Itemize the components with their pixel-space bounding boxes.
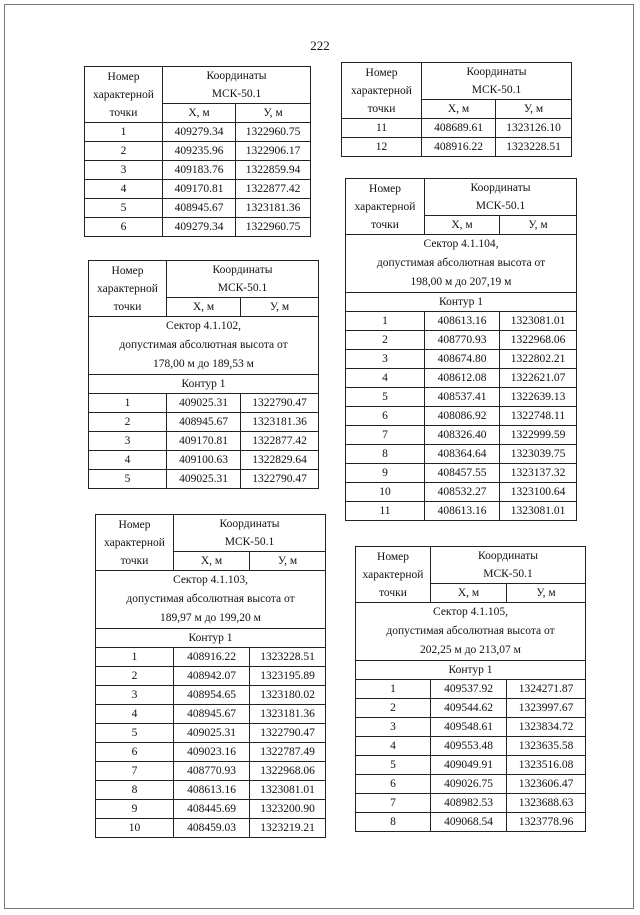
point-number-header (96, 515, 174, 571)
point-number: 2 (96, 667, 174, 686)
point-number: 11 (346, 502, 425, 521)
point-number-header (342, 63, 422, 119)
x-coordinate: 409544.62 (431, 699, 507, 718)
table-row (356, 813, 586, 832)
point-number: 5 (96, 724, 174, 743)
y-coordinate: 1322748.11 (500, 407, 577, 426)
y-column-header: У, м (496, 100, 572, 119)
point-number-header-line: Номер (365, 66, 398, 79)
point-number: 10 (346, 483, 425, 502)
x-coordinate: 409023.16 (174, 743, 250, 762)
y-coordinate: 1323635.58 (507, 737, 586, 756)
header-row (89, 261, 319, 298)
x-coordinate: 408982.53 (431, 794, 507, 813)
table-row (85, 199, 311, 218)
coords-table-2 (341, 62, 572, 157)
y-coordinate: 1322639.13 (500, 388, 577, 407)
point-number: 4 (89, 451, 167, 470)
contour-label: Контур 1 (346, 293, 577, 312)
point-number-header-line: характерной (351, 84, 412, 97)
table-row (346, 426, 577, 445)
table-row (346, 388, 577, 407)
y-coordinate: 1323516.08 (507, 756, 586, 775)
point-number: 3 (346, 350, 425, 369)
table-row (89, 451, 319, 470)
table-row (356, 794, 586, 813)
point-number-header-line: точки (109, 106, 138, 119)
x-coordinate: 409279.34 (163, 218, 236, 237)
point-number: 6 (356, 775, 431, 794)
table-row (85, 123, 311, 142)
contour-label: Контур 1 (89, 375, 319, 394)
table-row (89, 413, 319, 432)
sector-description-line: 189,97 м до 199,20 м (160, 612, 261, 624)
table-row (89, 432, 319, 451)
y-coordinate: 1322802.21 (500, 350, 577, 369)
y-coordinate: 1323228.51 (496, 138, 572, 157)
x-coordinate: 408612.08 (425, 369, 500, 388)
x-column-header: Х, м (167, 298, 241, 317)
point-number-header-line: Номер (369, 182, 401, 195)
table-row (356, 718, 586, 737)
table-row (346, 445, 577, 464)
y-coordinate: 1322829.64 (241, 451, 319, 470)
point-number: 6 (346, 407, 425, 426)
sector-description-line: 202,25 м до 213,07 м (420, 644, 521, 656)
y-coordinate: 1323195.89 (250, 667, 326, 686)
y-coordinate: 1323081.01 (500, 502, 577, 521)
table-row (346, 331, 577, 350)
y-coordinate: 1323081.01 (250, 781, 326, 800)
header-row (342, 63, 572, 100)
x-coordinate: 408537.41 (425, 388, 500, 407)
y-coordinate: 1322877.42 (236, 180, 311, 199)
table-row (356, 775, 586, 794)
coords-table-sector-104 (345, 178, 577, 521)
y-coordinate: 1322968.06 (500, 331, 577, 350)
coordinates-header-line: Координаты (466, 66, 527, 78)
coordinates-header-line: МСК-50.1 (224, 536, 275, 548)
coordinates-header-line: МСК-50.1 (217, 282, 268, 294)
point-number: 5 (85, 199, 163, 218)
x-column-header: Х, м (431, 584, 507, 603)
y-coordinate: 1322790.47 (241, 394, 319, 413)
x-coordinate: 409548.61 (431, 718, 507, 737)
y-column-header: У, м (236, 104, 311, 123)
x-coordinate: 408945.67 (167, 413, 241, 432)
point-number-header-line: точки (120, 554, 149, 567)
x-coordinate: 409170.81 (167, 432, 241, 451)
coordinates-header-line: МСК-50.1 (475, 200, 526, 212)
table-row (346, 369, 577, 388)
coords-table-sector-103 (95, 514, 326, 838)
point-number: 3 (85, 161, 163, 180)
point-number: 10 (96, 819, 174, 838)
point-number: 1 (89, 394, 167, 413)
sector-description-line: допустимая абсолютная высота от (376, 257, 546, 269)
coordinates-header (431, 547, 586, 584)
x-coordinate: 408916.22 (422, 138, 496, 157)
sector-row (89, 317, 319, 375)
point-number: 4 (96, 705, 174, 724)
sector-description-line: допустимая абсолютная высота от (126, 593, 295, 605)
x-coordinate: 408364.64 (425, 445, 500, 464)
table-row (346, 407, 577, 426)
x-column-header: Х, м (425, 216, 500, 235)
point-number: 7 (356, 794, 431, 813)
coordinates-header (163, 67, 311, 104)
coordinates-header (167, 261, 319, 298)
y-coordinate: 1322877.42 (241, 432, 319, 451)
x-coordinate: 408945.67 (174, 705, 250, 724)
x-coordinate: 409049.91 (431, 756, 507, 775)
y-coordinate: 1323181.36 (236, 199, 311, 218)
point-number-header-line: Номер (111, 264, 144, 277)
table-row (85, 142, 311, 161)
y-coordinate: 1322999.59 (500, 426, 577, 445)
x-coordinate: 408613.16 (425, 312, 500, 331)
sector-description (96, 571, 326, 629)
sector-row (356, 603, 586, 661)
table-row (96, 724, 326, 743)
y-coordinate: 1322968.06 (250, 762, 326, 781)
table-row (89, 470, 319, 489)
point-number: 5 (89, 470, 167, 489)
y-coordinate: 1323997.67 (507, 699, 586, 718)
y-column-header: У, м (241, 298, 319, 317)
point-number: 8 (356, 813, 431, 832)
point-number: 1 (356, 680, 431, 699)
sector-description (89, 317, 319, 375)
point-number: 5 (346, 388, 425, 407)
point-number: 11 (342, 119, 422, 138)
table-row (96, 705, 326, 724)
point-number: 12 (342, 138, 422, 157)
y-coordinate: 1323180.02 (250, 686, 326, 705)
sector-description (346, 235, 577, 293)
y-coordinate: 1322787.49 (250, 743, 326, 762)
x-coordinate: 409026.75 (431, 775, 507, 794)
y-coordinate: 1323137.32 (500, 464, 577, 483)
coordinates-header (174, 515, 326, 552)
coordinates-header-line: Координаты (478, 550, 538, 562)
point-number: 2 (346, 331, 425, 350)
coordinates-header-line: Координаты (219, 518, 280, 530)
table-row (85, 180, 311, 199)
x-coordinate: 408945.67 (163, 199, 236, 218)
x-coordinate: 409183.76 (163, 161, 236, 180)
point-number-header-line: точки (113, 300, 142, 313)
coordinates-header (425, 179, 577, 216)
x-coordinate: 409235.96 (163, 142, 236, 161)
point-number: 7 (346, 426, 425, 445)
sector-description-line: Сектор 4.1.103, (173, 574, 248, 586)
sector-description-line: Сектор 4.1.105, (433, 606, 508, 618)
point-number: 2 (89, 413, 167, 432)
coordinates-header (422, 63, 572, 100)
x-coordinate: 408689.61 (422, 119, 496, 138)
point-number: 4 (346, 369, 425, 388)
table-row (89, 394, 319, 413)
y-coordinate: 1323081.01 (500, 312, 577, 331)
point-number-header-line: Номер (377, 550, 409, 563)
coordinates-header-line: Координаты (470, 182, 531, 194)
sector-description-line: 178,00 м до 189,53 м (153, 358, 254, 370)
coords-table-sector-102 (88, 260, 319, 489)
x-coordinate: 409279.34 (163, 123, 236, 142)
coords-table-sector-105 (355, 546, 586, 832)
y-coordinate: 1323688.63 (507, 794, 586, 813)
y-coordinate: 1322790.47 (250, 724, 326, 743)
point-number: 4 (356, 737, 431, 756)
point-number: 9 (346, 464, 425, 483)
point-number: 5 (356, 756, 431, 775)
table-row (96, 762, 326, 781)
y-coordinate: 1323126.10 (496, 119, 572, 138)
table-row (356, 699, 586, 718)
x-coordinate: 408770.93 (174, 762, 250, 781)
x-coordinate: 408916.22 (174, 648, 250, 667)
point-number-header (356, 547, 431, 603)
y-coordinate: 1323834.72 (507, 718, 586, 737)
y-coordinate: 1323200.90 (250, 800, 326, 819)
table-row (85, 161, 311, 180)
point-number-header (85, 67, 163, 123)
point-number-header-line: точки (367, 102, 396, 115)
y-coordinate: 1324271.87 (507, 680, 586, 699)
table-row (346, 483, 577, 502)
table-row (356, 756, 586, 775)
x-coordinate: 409100.63 (167, 451, 241, 470)
table-row (96, 648, 326, 667)
table-row (85, 218, 311, 237)
contour-row (356, 661, 586, 680)
table-row (96, 819, 326, 838)
page-number: 222 (310, 38, 330, 53)
point-number: 3 (96, 686, 174, 705)
point-number: 2 (356, 699, 431, 718)
x-coordinate: 408942.07 (174, 667, 250, 686)
table-row (96, 686, 326, 705)
coordinates-header-line: МСК-50.1 (483, 568, 533, 580)
contour-row (96, 629, 326, 648)
x-coordinate: 408326.40 (425, 426, 500, 445)
header-row (356, 547, 586, 584)
x-coordinate: 409553.48 (431, 737, 507, 756)
point-number: 1 (85, 123, 163, 142)
point-number-header-line: характерной (104, 536, 165, 549)
coords-table-1 (84, 66, 311, 237)
contour-label: Контур 1 (96, 629, 326, 648)
y-coordinate: 1323181.36 (250, 705, 326, 724)
point-number-header-line: точки (379, 586, 407, 599)
table-row (96, 743, 326, 762)
x-column-header: Х, м (174, 552, 250, 571)
coordinates-header-line: Координаты (206, 70, 267, 82)
x-coordinate: 408613.16 (425, 502, 500, 521)
point-number-header-line: характерной (362, 568, 424, 581)
x-coordinate: 408459.03 (174, 819, 250, 838)
y-coordinate: 1322960.75 (236, 218, 311, 237)
point-number-header-line: характерной (93, 88, 154, 101)
table-row (346, 350, 577, 369)
point-number-header-line: характерной (354, 200, 416, 213)
point-number: 2 (85, 142, 163, 161)
point-number: 8 (96, 781, 174, 800)
y-coordinate: 1323219.21 (250, 819, 326, 838)
y-coordinate: 1322906.17 (236, 142, 311, 161)
sector-description-line: 198,00 м до 207,19 м (410, 276, 512, 288)
x-coordinate: 408532.27 (425, 483, 500, 502)
point-number: 8 (346, 445, 425, 464)
x-coordinate: 409170.81 (163, 180, 236, 199)
x-coordinate: 409025.31 (174, 724, 250, 743)
sector-row (346, 235, 577, 293)
contour-row (89, 375, 319, 394)
header-row (85, 67, 311, 104)
coordinates-header-line: МСК-50.1 (471, 84, 522, 96)
x-coordinate: 409025.31 (167, 394, 241, 413)
x-coordinate: 408445.69 (174, 800, 250, 819)
y-coordinate: 1323606.47 (507, 775, 586, 794)
sector-description-line: Сектор 4.1.104, (423, 238, 499, 250)
point-number: 9 (96, 800, 174, 819)
x-coordinate: 408954.65 (174, 686, 250, 705)
y-column-header: У, м (500, 216, 577, 235)
table-row (346, 464, 577, 483)
y-coordinate: 1323039.75 (500, 445, 577, 464)
point-number: 6 (85, 218, 163, 237)
point-number-header-line: точки (371, 218, 399, 231)
header-row (96, 515, 326, 552)
y-coordinate: 1322621.07 (500, 369, 577, 388)
x-coordinate: 409537.92 (431, 680, 507, 699)
point-number: 7 (96, 762, 174, 781)
x-column-header: Х, м (422, 100, 496, 119)
x-coordinate: 408086.92 (425, 407, 500, 426)
y-coordinate: 1323181.36 (241, 413, 319, 432)
y-column-header: У, м (507, 584, 586, 603)
point-number-header (346, 179, 425, 235)
point-number: 3 (89, 432, 167, 451)
x-coordinate: 408770.93 (425, 331, 500, 350)
point-number: 1 (96, 648, 174, 667)
contour-label: Контур 1 (356, 661, 586, 680)
y-coordinate: 1322790.47 (241, 470, 319, 489)
y-coordinate: 1322859.94 (236, 161, 311, 180)
x-coordinate: 408457.55 (425, 464, 500, 483)
table-row (356, 680, 586, 699)
sector-description-line: допустимая абсолютная высота от (119, 339, 288, 351)
table-row (342, 138, 572, 157)
table-row (346, 312, 577, 331)
y-coordinate: 1322960.75 (236, 123, 311, 142)
point-number: 1 (346, 312, 425, 331)
sector-row (96, 571, 326, 629)
x-coordinate: 409025.31 (167, 470, 241, 489)
y-coordinate: 1323228.51 (250, 648, 326, 667)
sector-description-line: допустимая абсолютная высота от (386, 625, 555, 637)
point-number-header-line: Номер (107, 70, 140, 83)
point-number: 6 (96, 743, 174, 762)
point-number-header-line: характерной (97, 282, 158, 295)
table-row (96, 667, 326, 686)
table-row (96, 781, 326, 800)
sector-description (356, 603, 586, 661)
table-row (342, 119, 572, 138)
coordinates-header-line: МСК-50.1 (211, 88, 262, 100)
table-row (96, 800, 326, 819)
sector-description-line: Сектор 4.1.102, (166, 320, 241, 332)
table-row (356, 737, 586, 756)
y-column-header: У, м (250, 552, 326, 571)
coordinates-header-line: Координаты (212, 264, 273, 276)
table-row (346, 502, 577, 521)
point-number: 3 (356, 718, 431, 737)
x-column-header: Х, м (163, 104, 236, 123)
header-row (346, 179, 577, 216)
x-coordinate: 408613.16 (174, 781, 250, 800)
x-coordinate: 409068.54 (431, 813, 507, 832)
y-coordinate: 1323778.96 (507, 813, 586, 832)
point-number-header (89, 261, 167, 317)
point-number-header-line: Номер (118, 518, 151, 531)
point-number: 4 (85, 180, 163, 199)
contour-row (346, 293, 577, 312)
y-coordinate: 1323100.64 (500, 483, 577, 502)
x-coordinate: 408674.80 (425, 350, 500, 369)
